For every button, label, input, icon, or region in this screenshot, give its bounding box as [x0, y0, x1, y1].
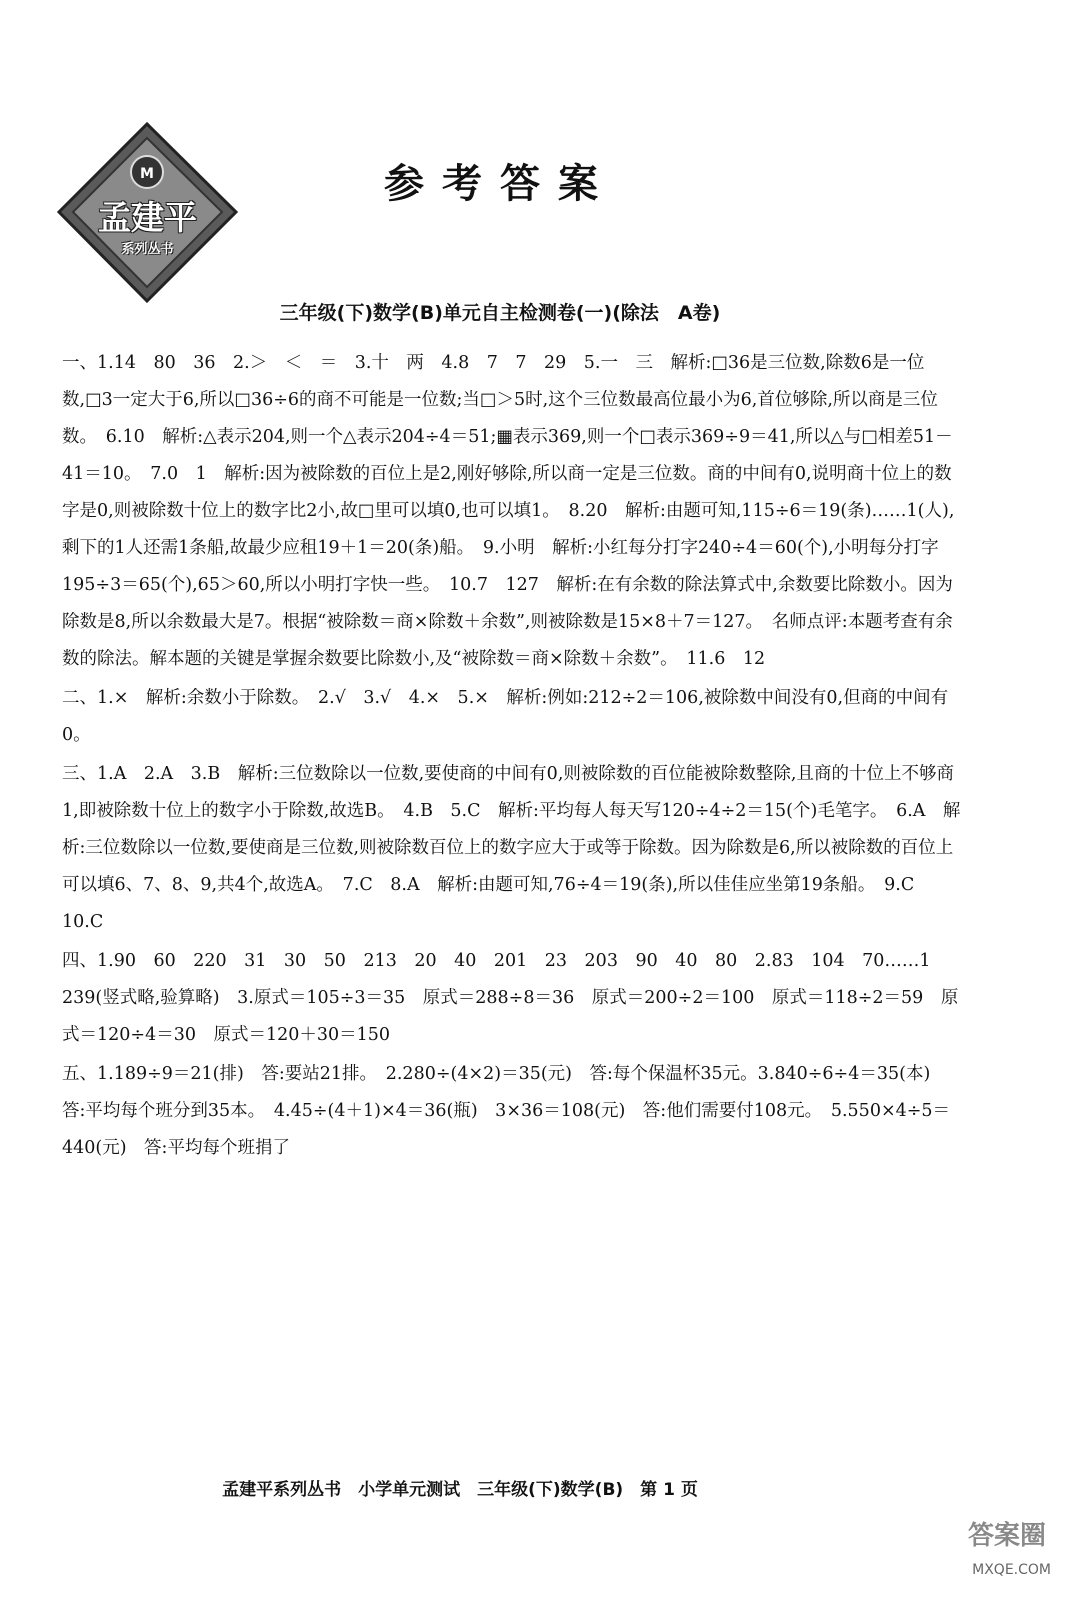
page-title: 参考答案 [384, 161, 616, 207]
section-1: 一、1.14 80 36 2.＞ ＜ ＝ 3.十 两 4.8 7 7 29 5.一 三 解析:□36是三位数,除数6是一位数,□3一定大于6,所以□36÷6的商不可能是一位数;当□＞5时,这个三位数最高位最小为6,首位够除,所以商是三位数。 6.10 解析:△表示204,则一个△表示204÷4＝51;▦表示369,则一个□表示369÷9＝41,所以△与□相差51－41＝10。 7.0 1 解析:因为被除数的百位上是2,刚好够除,所以商一定是三位数。商的中间有0,说明商十位上的数字是0,则被除数十位上的数字比2小,故□里可以填0,也可以填1。 8.20 解析:由题可知,115÷6＝19(条)……1(人),剩下的1人还需1条船,故最少应租19＋1＝20(条)船。 9.小明 解析:小红每分打字240÷4＝60(个),小明每分打字195÷3＝65(个),65＞60,所以小明打字快一些。 10.7 127 解析:在有余数的除法算式中,余数要比除数小。因为除数是8,所以余数最大是7。根据“被除数＝商×除数＋余数”,则被除数是15×8＋7＝127。 名师点评:本题考查有余数的除法。解本题的关键是掌握余数要比除数小,及“被除数＝商×除数＋余数”。 11.6 12 [62, 353, 955, 669]
logo-main-text: 孟建平 [98, 198, 197, 237]
svg-text:M: M [140, 166, 154, 182]
page-subtitle: 三年级(下)数学(B)单元自主检测卷(一)(除法 A卷) [279, 302, 721, 324]
section-5: 五、1.189÷9＝21(排) 答:要站21排。 2.280÷(4×2)＝35(元) 答:每个保温杯35元。3.840÷6÷4＝35(本) 答:平均每个班分到35本。 4.45÷(4＋1)×4＝36(瓶) 3×36＝108(元) 答:他们需要付108元。 5.550×4÷5＝440(元) 答:平均每个班捐了 [62, 1064, 951, 1158]
watermark-url: MXQE.COM [972, 1562, 1051, 1578]
watermark-cn: 答案圈 [967, 1521, 1046, 1551]
section-3: 三、1.A 2.A 3.B 解析:三位数除以一位数,要使商的中间有0,则被除数的百位能被除数整除,且商的十位上不够商1,即被除数十位上的数字小于除数,故选B。 4.B 5.C 解析:平均每人每天写120÷4÷2＝15(个)毛笔字。 6.A 解析:三位数除以一位数,要使商是三位数,则被除数百位上的数字应大于或等于除数。因为除数是6,所以被除数的百位上可以填6、7、8、9,共4个,故选A。 7.C 8.A 解析:由题可知,76÷4＝19(条),所以佳佳应坐第19条船。 9.C 10.C [62, 764, 961, 932]
page-footer: 孟建平系列丛书 小学单元测试 三年级(下)数学(B) 第 1 页 [222, 1480, 698, 1500]
section-2: 二、1.× 解析:余数小于除数。 2.√ 3.√ 4.× 5.× 解析:例如:212÷2＝106,被除数中间没有0,但商的中间有0。 [62, 688, 949, 745]
section-4: 四、1.90 60 220 31 30 50 213 20 40 201 23 203 90 40 80 2.83 104 70……1 239(竖式略,验算略) 3.原式＝105÷3＝35 原式＝288÷8＝36 原式＝200÷2＝100 原式＝118÷2＝59 原式＝120÷4＝30 原式＝120＋30＝150 [62, 951, 959, 1045]
logo-sub-text: 系列丛书 [121, 242, 174, 257]
answer-content [62, 345, 962, 1169]
